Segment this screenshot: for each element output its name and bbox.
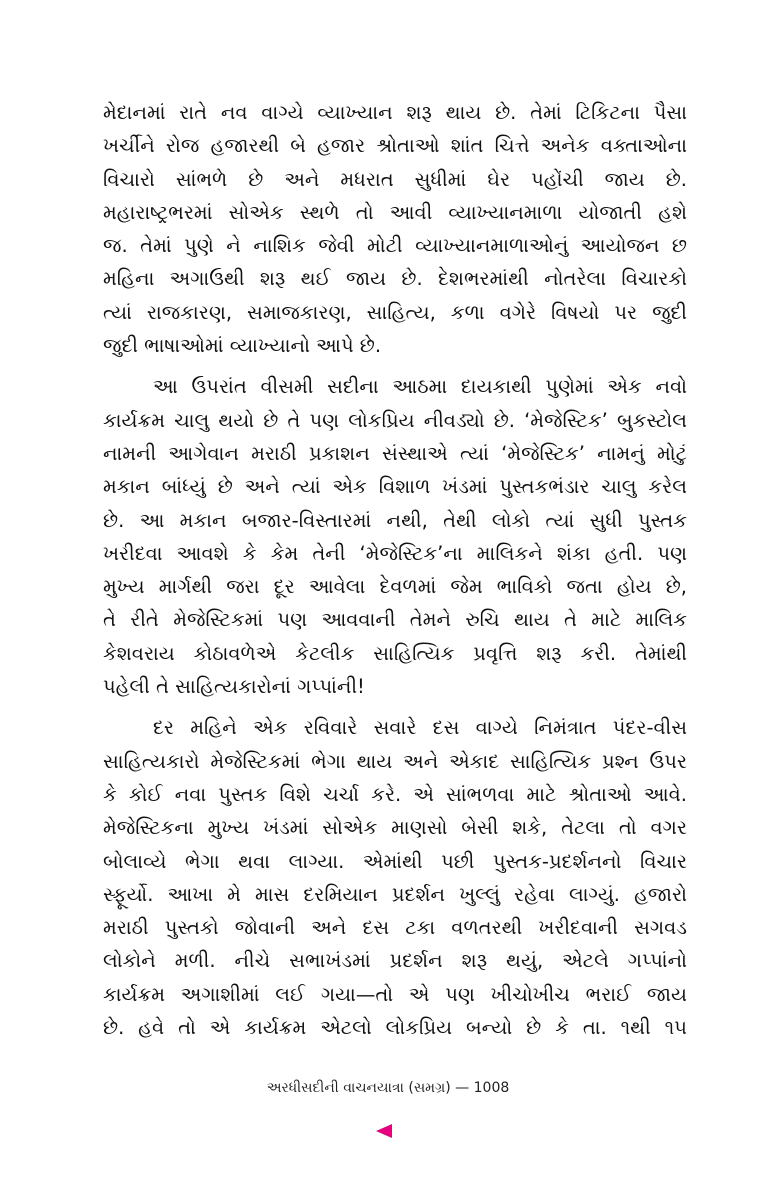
text-line: દર મહિને એક રવિવારે સવારે દસ વાગ્યે નિમંત્રાત પંદર-વીસ — [153, 716, 687, 740]
text-line: કેશવરાય કોઠાવળેએ કેટલીક સાહિત્યિક પ્રવૃત્તિ શરૂ કરી. તેમાંથી — [103, 641, 687, 665]
text-line: આ ઉપરાંત વીસમી સદીના આઠમા દાયકાથી પુણેમાં એક નવો — [153, 375, 687, 399]
text-line: છે. આ મકાન બજાર-વિસ્તારમાં નથી, તેથી લોકો ત્યાં સુધી પુસ્તક — [103, 508, 687, 532]
text-line: પહેલી તે સાહિત્યકારોનાં ગપ્પાંની! — [103, 675, 365, 699]
text-line: મકાન બાંધ્યું છે અને ત્યાં એક વિશાળ ખંડમાં પુસ્તકભંડાર ચાલુ કરેલ — [103, 475, 687, 499]
text-line: મેજેસ્ટિકના મુખ્ય ખંડમાં સોએક માણસો બેસી શકે, તેટલા તો વગર — [103, 816, 687, 840]
text-line: જ. તેમાં પુણે ને નાશિક જેવી મોટી વ્યાખ્યાનમાળાઓનું આયોજન છ — [103, 234, 687, 258]
previous-page-button[interactable] — [374, 1123, 394, 1139]
text-line: મહારાષ્ટ્રભરમાં સોએક સ્થળે તો આવી વ્યાખ્યાનમાળા યોજાતી હશે — [103, 200, 687, 224]
text-line: મેદાનમાં રાતે નવ વાગ્યે વ્યાખ્યાન શરૂ થાય છે. તેમાં ટિકિટના પૈસા — [103, 101, 687, 124]
text-line: નામની આગેવાન મરાઠી પ્રકાશન સંસ્થાએ ત્યાં ‘મેજેસ્ટિક’ નામનું મોટું — [103, 441, 687, 465]
text-line: બોલાવ્યે ભેગા થવા લાગ્યા. એમાંથી પછી પુસ્તક-પ્રદર્શનનો વિચાર — [103, 849, 687, 873]
text-line: કાર્યક્રમ અગાશીમાં લઈ ગયા—તો એ પણ ખીચોખીચ ભરાઈ જાય — [103, 982, 687, 1006]
text-line: તે રીતે મેજેસ્ટિકમાં પણ આવવાની તેમને રુચિ થાય તે માટે માલિક — [103, 608, 687, 632]
paragraph-2 — [103, 370, 687, 703]
text-line: સાહિત્યકારો મેજેસ્ટિકમાં ભેગા થાય અને એકાદ સાહિત્યિક પ્રશ્ન ઉપર — [103, 749, 687, 773]
paragraph-3 — [103, 711, 687, 1044]
text-line: ખર્ચીને રોજ હજારથી બે હજાર શ્રોતાઓ શાંત ચિત્તે અનેક વક્તાઓના — [103, 134, 687, 158]
text-line: ખરીદવા આવશે કે કેમ તેની ‘મેજેસ્ટિક’ના માલિકને શંકા હતી. પણ — [103, 541, 687, 565]
text-line: કાર્યક્રમ ચાલુ થયો છે તે પણ લોકપ્રિય નીવડ્યો છે. ‘મેજેસ્ટિક’ બુકસ્ટોલ — [103, 408, 687, 432]
paragraph-1 — [103, 96, 687, 362]
text-line: સ્ફૂર્યો. આખા મે માસ દરમિયાન પ્રદર્શન ખુલ્લું રહેવા લાગ્યું. હજારો — [103, 882, 687, 906]
text-line: મરાઠી પુસ્તકો જોવાની અને દસ ટકા વળતરથી ખરીદવાની સગવડ — [103, 916, 687, 940]
page-footer: અરધીસદીની વાચનયાત્રા (સમગ્ર) — 1008 — [266, 1080, 510, 1096]
text-line: જુદી ભાષાઓમાં વ્યાખ્યાનો આપે છે. — [103, 334, 382, 358]
text-line: મહિના અગાઉથી શરૂ થઈ જાય છે. દેશભરમાંથી નોતરેલા વિચારકો — [103, 267, 687, 291]
text-line: કે કોઈ નવા પુસ્તક વિશે ચર્ચા કરે. એ સાંભળવા માટે શ્રોતાઓ આવે. — [103, 782, 687, 806]
text-line: લોકોને મળી. નીચે સભાખંડમાં પ્રદર્શન શરૂ થયું, એટલે ગપ્પાંનો — [103, 949, 687, 973]
text-line: મુખ્ય માર્ગથી જરા દૂર આવેલા દેવળમાં જેમ ભાવિકો જતા હોય છે, — [103, 575, 687, 599]
text-line: ત્યાં રાજકારણ, સમાજકારણ, સાહિત્ય, કળા વગેરે વિષયો પર જુદી — [103, 300, 687, 324]
text-line: છે. હવે તો એ કાર્યક્રમ એટલો લોકપ્રિય બન્યો છે કે તા. ૧થી ૧૫ — [103, 1016, 687, 1040]
left-triangle-icon — [374, 1123, 394, 1139]
page-body — [103, 96, 687, 1052]
text-line: વિચારો સાંભળે છે અને મધરાત સુધીમાં ઘેર પહોંચી જાય છે. — [103, 167, 687, 191]
